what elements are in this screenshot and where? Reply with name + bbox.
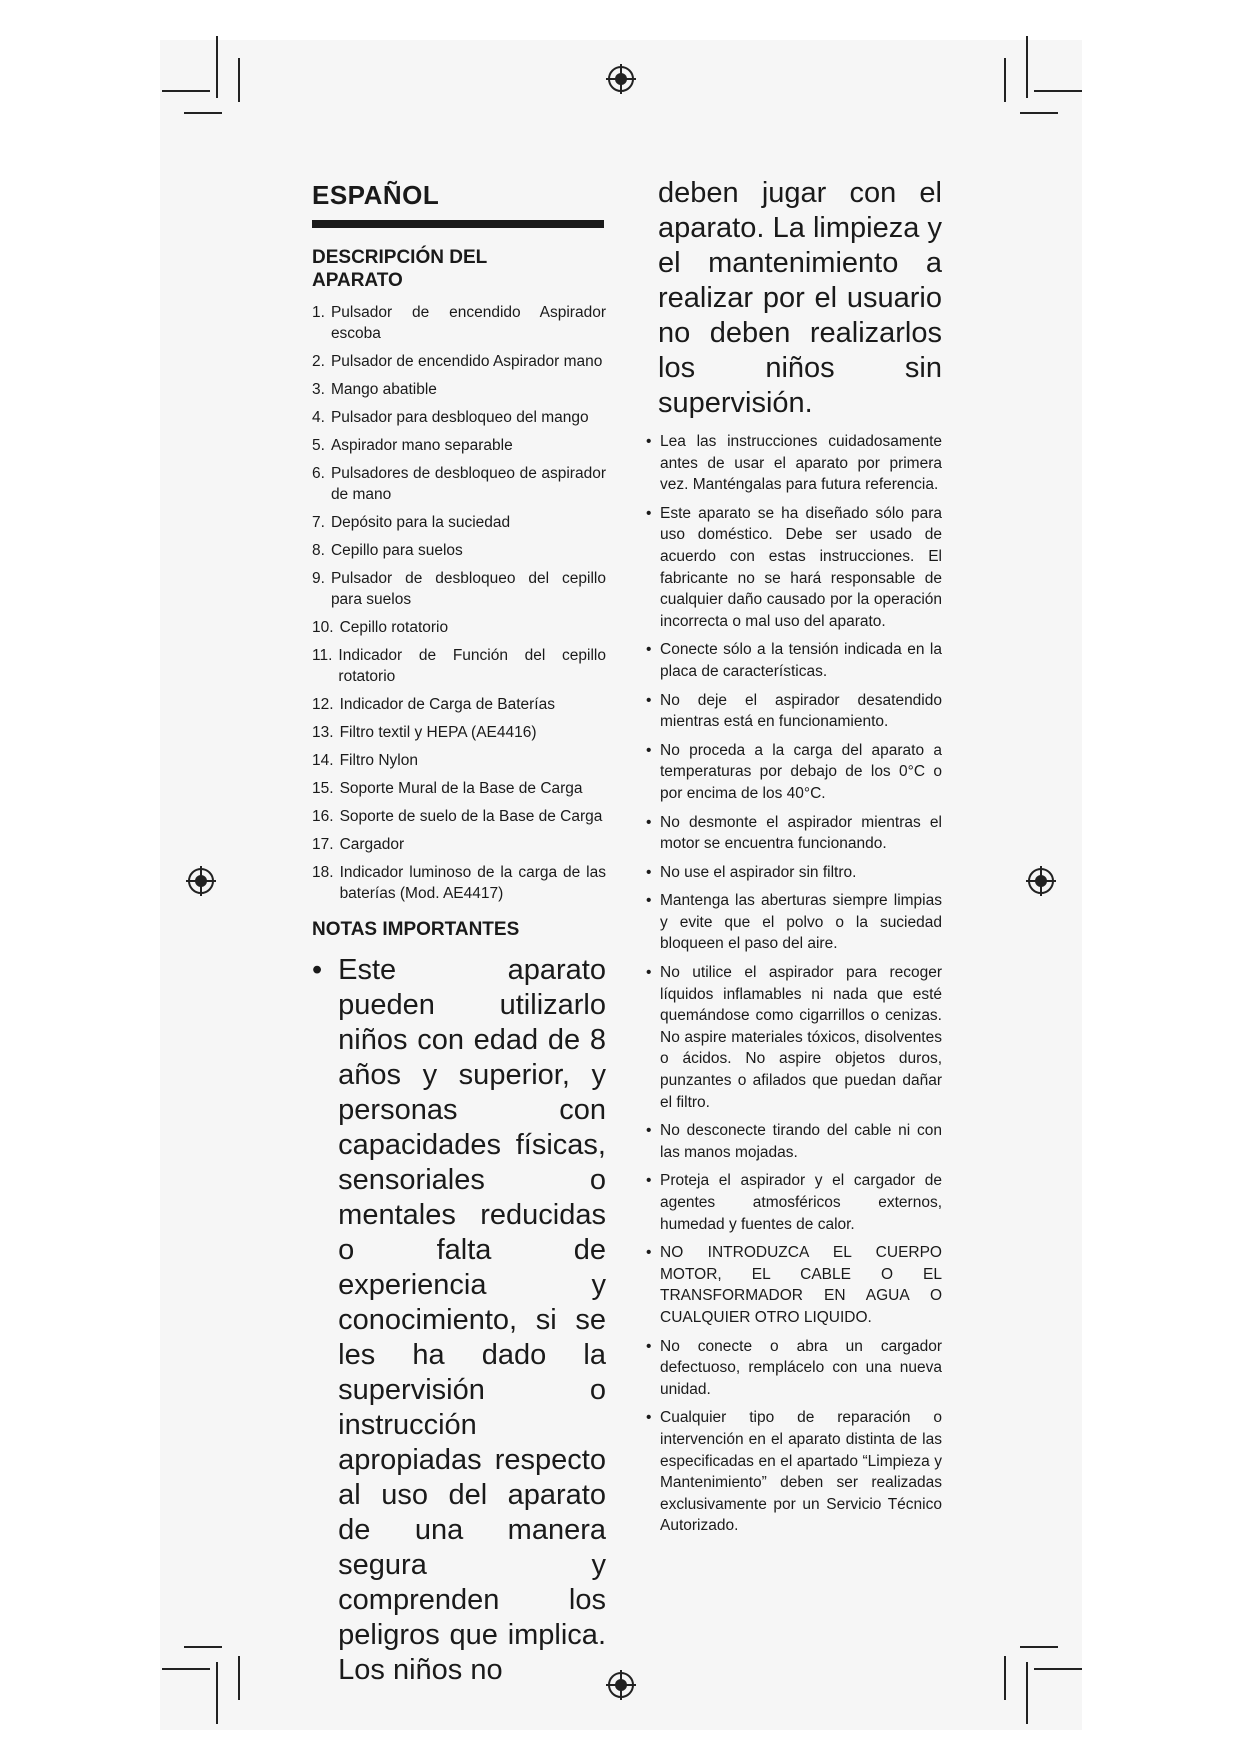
item-number: 5. xyxy=(312,437,325,454)
item-number: 16. xyxy=(312,808,334,825)
note-bullet: • xyxy=(646,863,652,881)
item-number: 12. xyxy=(312,696,334,713)
description-item xyxy=(312,834,606,855)
note-item xyxy=(646,1242,942,1328)
page-background xyxy=(160,40,1082,1730)
note-text: No desconecte tirando del cable ni con las manos mojadas. xyxy=(660,1122,942,1161)
note-bullet: • xyxy=(646,1122,652,1140)
item-number: 3. xyxy=(312,381,325,398)
note-bullet: • xyxy=(646,1409,652,1427)
note-text: No conecte o abra un cargador defectuoso, remplácelo con una nueva unidad. xyxy=(660,1337,942,1398)
description-title: DESCRIPCIÓN DEL APARATO xyxy=(312,247,487,291)
description-item xyxy=(312,463,606,505)
main-warning xyxy=(312,953,606,1688)
description-item xyxy=(312,568,606,610)
description-item xyxy=(312,778,606,799)
description-list xyxy=(312,302,606,904)
description-item xyxy=(312,862,606,904)
description-item xyxy=(312,750,606,771)
item-number: 9. xyxy=(312,570,325,587)
item-text: Indicador de Carga de Baterías xyxy=(339,696,555,713)
description-item xyxy=(312,351,606,372)
registration-mark-top-icon xyxy=(606,64,636,94)
item-text: Soporte Mural de la Base de Carga xyxy=(339,780,583,797)
item-number: 17. xyxy=(312,836,334,853)
item-text: Indicador luminoso de la carga de las baterías (Mod. AE4417) xyxy=(339,864,606,902)
item-number: 10. xyxy=(312,619,334,636)
item-text: Aspirador mano separable xyxy=(330,437,513,454)
note-text: Cualquier tipo de reparación o intervención en el aparato distinta de las especificadas en el apartado “Limpieza y Mantenimiento” deben ser realizadas exclusivamente por un Servicio Técnico Autorizado. xyxy=(660,1409,942,1535)
description-item xyxy=(312,302,606,344)
note-bullet: • xyxy=(646,504,652,522)
note-item xyxy=(646,962,942,1113)
note-item xyxy=(646,862,942,884)
note-item xyxy=(646,890,942,955)
note-item xyxy=(646,690,942,733)
bullet: • xyxy=(312,954,323,986)
item-text: Cepillo para suelos xyxy=(330,542,463,559)
main-warning-part1: Este aparato pueden utilizarlo niños con edad de 8 años y superior, y personas con capacidades físicas, sensoriales o mentales reducidas o falta de experiencia y conocimiento, si se les ha dado la supervisión o instrucción apropiadas respecto al uso del aparato de una manera segura y comprenden los peligros que implica. Los niños no xyxy=(338,954,606,1686)
description-item xyxy=(312,694,606,715)
note-text: Lea las instrucciones cuidadosamente antes de usar el aparato por primera vez. Manténgalas para futura referencia. xyxy=(660,433,942,494)
note-item xyxy=(646,503,942,633)
item-number: 6. xyxy=(312,465,325,482)
item-text: Depósito para la suciedad xyxy=(330,514,511,531)
note-bullet: • xyxy=(646,892,652,910)
item-number: 13. xyxy=(312,724,334,741)
item-text: Pulsador para desbloqueo del mango xyxy=(330,409,589,426)
item-text: Cepillo rotatorio xyxy=(339,619,449,636)
main-warning-part2: deben jugar con el aparato. La limpieza y el mantenimiento a realizar por el usuario no deben realizarlos los niños sin supervisión. xyxy=(658,177,942,419)
item-text: Pulsador de encendido Aspirador mano xyxy=(330,353,603,370)
note-bullet: • xyxy=(646,1172,652,1190)
description-item xyxy=(312,722,606,743)
item-number: 8. xyxy=(312,542,325,559)
description-item xyxy=(312,540,606,561)
item-number: 18. xyxy=(312,864,334,881)
note-item xyxy=(646,740,942,805)
note-text: Este aparato se ha diseñado sólo para uso doméstico. Debe ser usado de acuerdo con estas instrucciones. El fabricante no se hará responsable de cualquier daño causado por la operación incorrecta o mal uso del aparato. xyxy=(660,504,942,630)
note-text: Proteja el aspirador y el cargador de agentes atmosféricos externos, humedad y fuentes de calor. xyxy=(660,1172,942,1233)
note-bullet: • xyxy=(646,691,652,709)
note-bullet: • xyxy=(646,741,652,759)
note-text: Conecte sólo a la tensión indicada en la placa de características. xyxy=(660,641,942,680)
note-text: No utilice el aspirador para recoger líquidos inflamables ni nada que esté quemándose como cigarrillos o cenizas. No aspire materiales tóxicos, disolventes o ácidos. No aspire objetos duros, punzantes o afilados que puedan dañar el filtro. xyxy=(660,964,942,1111)
notes-list xyxy=(646,431,942,1537)
item-text: Pulsadores de desbloqueo de aspirador de mano xyxy=(330,465,606,503)
note-bullet: • xyxy=(646,433,652,450)
description-item xyxy=(312,645,606,687)
description-item xyxy=(312,379,606,400)
item-text: Indicador de Función del cepillo rotatorio xyxy=(338,647,606,685)
note-text: No deje el aspirador desatendido mientras está en funcionamiento. xyxy=(660,691,942,731)
note-text: No proceda a la carga del aparato a temperaturas por debajo de los 0°C o por encima de los 40°C. xyxy=(660,741,942,802)
note-item xyxy=(646,431,942,496)
note-bullet: • xyxy=(646,1337,652,1355)
right-column xyxy=(646,178,942,1544)
note-text: No desmonte el aspirador mientras el motor se encuentra funcionando. xyxy=(660,813,942,853)
note-item xyxy=(646,639,942,682)
note-item xyxy=(646,1120,942,1163)
item-text: Cargador xyxy=(339,836,405,853)
description-item xyxy=(312,806,606,827)
registration-mark-right-icon xyxy=(1026,866,1056,896)
item-text: Mango abatible xyxy=(330,381,437,398)
item-number: 11. xyxy=(312,647,333,664)
note-bullet: • xyxy=(646,641,652,659)
item-text: Filtro textil y HEPA (AE4416) xyxy=(339,724,537,741)
item-text: Pulsador de encendido Aspirador escoba xyxy=(330,304,606,342)
note-bullet: • xyxy=(646,964,652,982)
item-number: 2. xyxy=(312,353,325,370)
item-number: 15. xyxy=(312,780,334,797)
description-item xyxy=(312,617,606,638)
note-item xyxy=(646,1170,942,1235)
notes-title: NOTAS IMPORTANTES xyxy=(312,919,520,940)
note-text: Mantenga las aberturas siempre limpias y evite que el polvo o la suciedad bloqueen el paso del aire. xyxy=(660,892,942,953)
item-number: 7. xyxy=(312,514,325,531)
description-item xyxy=(312,512,606,533)
note-text: NO INTRODUZCA EL CUERPO MOTOR, EL CABLE O EL TRANSFORMADOR EN AGUA O CUALQUIER OTRO LIQUIDO. xyxy=(660,1244,942,1326)
description-item xyxy=(312,435,606,456)
language-title: ESPAÑOL xyxy=(312,180,440,210)
registration-mark-left-icon xyxy=(186,866,216,896)
item-number: 14. xyxy=(312,752,334,769)
item-text: Soporte de suelo de la Base de Carga xyxy=(339,808,603,825)
item-number: 4. xyxy=(312,409,325,426)
note-item xyxy=(646,1336,942,1401)
description-item xyxy=(312,407,606,428)
note-item xyxy=(646,812,942,855)
title-rule xyxy=(312,220,604,228)
registration-mark-bottom-icon xyxy=(606,1670,636,1700)
note-bullet: • xyxy=(646,813,652,831)
item-number: 1. xyxy=(312,304,325,321)
note-item xyxy=(646,1407,942,1537)
item-text: Pulsador de desbloqueo del cepillo para suelos xyxy=(330,570,606,608)
item-text: Filtro Nylon xyxy=(339,752,418,769)
note-bullet: • xyxy=(646,1244,652,1262)
note-text: No use el aspirador sin filtro. xyxy=(660,863,857,881)
left-column xyxy=(312,178,606,1688)
